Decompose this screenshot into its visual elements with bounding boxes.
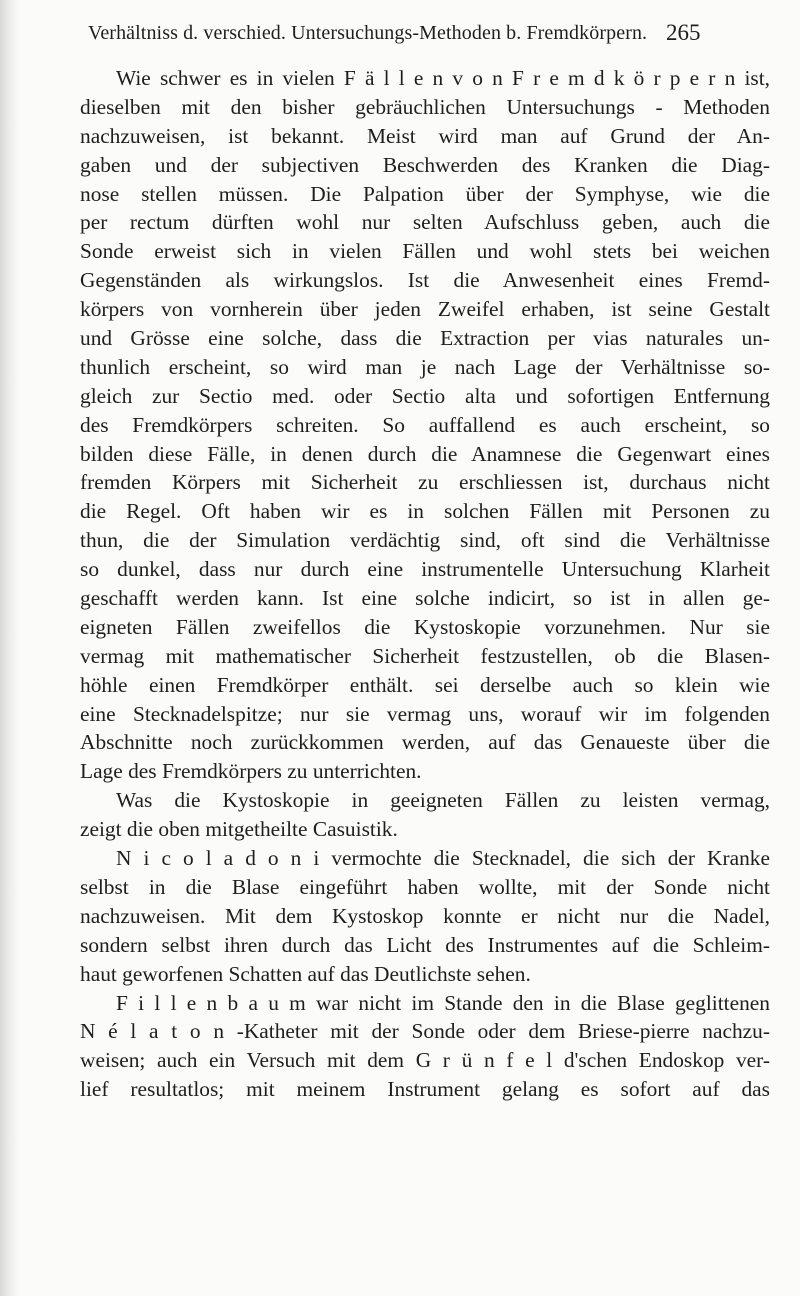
binding-gutter-shadow bbox=[0, 0, 20, 1296]
body-text bbox=[80, 64, 770, 1104]
text-line: Was die Kystoskopie in geeigneten Fällen zu leisten vermag, bbox=[116, 788, 770, 813]
text-line: so dunkel, dass nur durch eine instrumentelle Untersuchung Klarheit bbox=[80, 557, 770, 582]
text-line: eine Stecknadelspitze; nur sie vermag uns, worauf wir im folgenden bbox=[80, 701, 770, 726]
text-line: zeigt die oben mitgetheilte Casuistik. bbox=[80, 817, 398, 842]
text-line: sondern selbst ihren durch das Licht des Instrumentes auf die Schleim- bbox=[80, 932, 770, 957]
text-line: F i l l e n b a u m war nicht im Stande den in die Blase geglittenen bbox=[116, 990, 770, 1015]
text-line: Lage des Fremdkörpers zu unterrichten. bbox=[80, 759, 422, 784]
text-line: eigneten Fällen zweifellos die Kystoskopie vorzunehmen. Nur sie bbox=[80, 614, 770, 639]
text-line: die Regel. Oft haben wir es in solchen Fällen mit Personen zu bbox=[80, 499, 770, 524]
page-number: 265 bbox=[666, 20, 701, 45]
text-line: dieselben mit den bisher gebräuchlichen Untersuchungs - Methoden bbox=[80, 94, 770, 119]
running-title: Verhältniss d. verschied. Untersuchungs-Methoden b. Fremdkörpern. bbox=[88, 22, 648, 44]
text-line: fremden Körpers mit Sicherheit zu erschliessen ist, durchaus nicht bbox=[80, 470, 770, 495]
text-line: körpers von vornherein über jeden Zweifel erhaben, ist seine Gestalt bbox=[80, 297, 770, 322]
text-line: bilden diese Fälle, in denen durch die Anamnese die Gegenwart eines bbox=[80, 441, 770, 466]
text-line: per rectum dürften wohl nur selten Aufschluss geben, auch die bbox=[80, 210, 770, 235]
text-line: vermag mit mathematischer Sicherheit festzustellen, ob die Blasen- bbox=[80, 643, 770, 668]
text-line: selbst in die Blase eingeführt haben wollte, mit der Sonde nicht bbox=[80, 874, 770, 899]
text-line: N é l a t o n -Katheter mit der Sonde oder dem Briese-pierre nachzu- bbox=[80, 1019, 770, 1044]
text-line: lief resultatlos; mit meinem Instrument gelang es sofort auf das bbox=[80, 1077, 770, 1102]
text-line: thunlich erscheint, so wird man je nach Lage der Verhältnisse so- bbox=[80, 354, 770, 379]
text-line: haut geworfenen Schatten auf das Deutlichste sehen. bbox=[80, 961, 531, 986]
text-line: Gegenständen als wirkungslos. Ist die Anwesenheit eines Fremd- bbox=[80, 268, 770, 293]
text-line: thun, die der Simulation verdächtig sind, oft sind die Verhältnisse bbox=[80, 528, 770, 553]
text-line: N i c o l a d o n i vermochte die Stecknadel, die sich der Kranke bbox=[116, 846, 770, 871]
text-line: nachzuweisen. Mit dem Kystoskop konnte er nicht nur die Nadel, bbox=[80, 903, 770, 928]
text-line: und Grösse eine solche, dass die Extraction per vias naturales un- bbox=[80, 326, 770, 351]
running-head bbox=[88, 20, 788, 52]
text-line: des Fremdkörpers schreiten. So auffallend es auch erscheint, so bbox=[80, 412, 770, 437]
text-line: gaben und der subjectiven Beschwerden des Kranken die Diag- bbox=[80, 152, 770, 177]
text-line: nachzuweisen, ist bekannt. Meist wird man auf Grund der An- bbox=[80, 123, 770, 148]
text-line: Sonde erweist sich in vielen Fällen und wohl stets bei weichen bbox=[80, 239, 770, 264]
text-line: gleich zur Sectio med. oder Sectio alta und sofortigen Entfernung bbox=[80, 383, 770, 408]
text-line: geschafft werden kann. Ist eine solche indicirt, so ist in allen ge- bbox=[80, 586, 770, 611]
text-line: Abschnitte noch zurückkommen werden, auf das Genaueste über die bbox=[80, 730, 770, 755]
text-line: weisen; auch ein Versuch mit dem G r ü n f e l d'schen Endoskop ver- bbox=[80, 1048, 770, 1073]
text-line: nose stellen müssen. Die Palpation über der Symphyse, wie die bbox=[80, 181, 770, 206]
text-line: höhle einen Fremdkörper enthält. sei derselbe auch so klein wie bbox=[80, 672, 770, 697]
text-line: Wie schwer es in vielen F ä l l e n v o n F r e m d k ö r p e r n ist, bbox=[116, 66, 770, 90]
